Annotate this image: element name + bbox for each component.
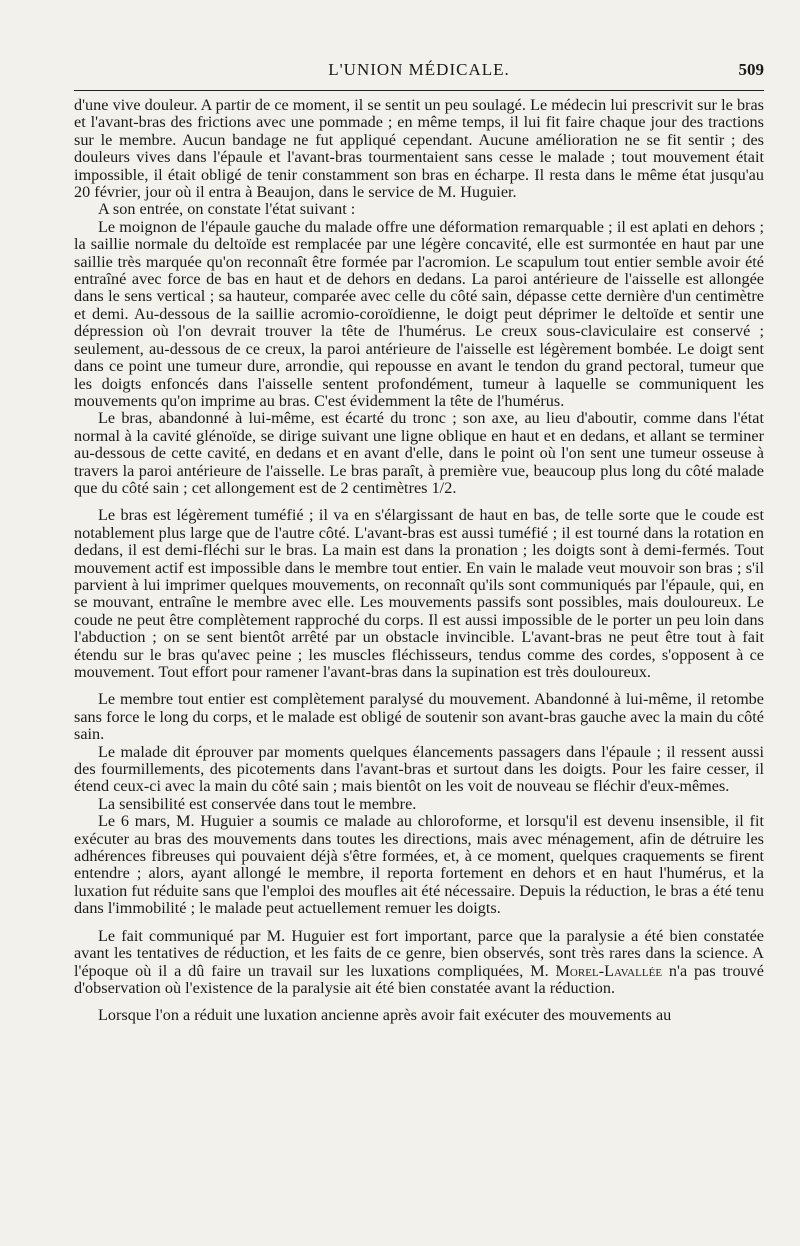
paragraph: Le 6 mars, M. Huguier a soumis ce malade au chloroforme, et lorsqu'il est devenu insensible, il fit exécuter au bras des mouvements dans toutes les directions, mais avec ménagement, afin de détruire les adhérences fibreuses qui pouvaient déjà s'être formées, et, à ce moment, quelques craquements se firent entendre ; alors, ayant allongé le membre, il reporta fortement en dehors et en haut l'humérus, et la luxation fut réduite sans que l'emploi des moufles ait été nécessaire. Depuis la réduction, le bras a été tenu dans l'immobilité ; le malade peut actuellement remuer les doigts.	[74, 812, 764, 918]
paragraph: A son entrée, on constate l'état suivant :	[98, 200, 356, 219]
paragraph: Le malade dit éprouver par moments quelques élancements passagers dans l'épaule ; il ressent aussi des fourmillements, des picotements dans l'avant-bras et surtout dans les doigts. Pour les faire cesser, il étend ceux-ci avec la main du côté sain ; mais bientôt on les voit de nouveau se fléchir d'eux-mêmes.	[74, 742, 764, 796]
body-text	[74, 97, 764, 1025]
paragraph: Le membre tout entier est complètement paralysé du mouvement. Abandonné à lui-même, il retombe sans force le long du corps, et le malade est obligé de soutenir son avant-bras gauche avec la main du côté sain.	[74, 690, 764, 744]
paragraph: Le moignon de l'épaule gauche du malade offre une déformation remarquable ; il est aplati en dehors ; la saillie normale du deltoïde est remplacée par une légère concavité, elle est surmontée en haut par une saillie très marquée qu'on reconnaît être formée par l'acromion. Le scapulum tout entier semble avoir été entraîné avec force de bas en haut et de dehors en dedans. La paroi antérieure de l'aisselle est allongée dans le sens vertical ; sa hauteur, comparée avec celle du côté sain, dépasse cette dernière d'un centimètre et demi. Au-dessous de la saillie acromio-coroïdienne, le doigt peut déprimer le deltoïde et sentir une dépression où l'on devrait trouver la tête de l'humérus. Le creux sous-claviculaire est conservé ; seulement, au-dessous de ce creux, la paroi antérieure de l'aisselle est légèrement bombée. Le doigt sent dans ce point une tumeur dure, arrondie, qui repousse en avant le tendon du grand pectoral, tumeur que les doigts enfoncés dans l'aisselle sentent profondément, tumeur à laquelle se communiquent les mouvements qu'on imprime au bras. C'est évidemment la tête de l'humérus.	[74, 217, 764, 410]
paragraph-text: Le fait communiqué par M. Huguier est fort important, parce que la paralysie a été bien constatée avant les tentatives de réduction, et les faits de ce genre, bien observés, sont très rares dans la science. A l'époque où il a dû faire un travail sur les luxations compliquées,	[74, 926, 764, 980]
paragraph	[74, 928, 764, 998]
running-head	[74, 54, 764, 84]
paragraph: d'une vive douleur. A partir de ce moment, il se sentit un peu soulagé. Le médecin lui prescrivit sur le bras et l'avant-bras des frictions avec une pommade ; en même temps, il lui fit faire chaque jour des tractions sur le membre. Aucun bandage ne fut appliqué cependant. Aucune amélioration ne se fit sentir ; des douleurs vives dans l'épaule et l'avant-bras tourmentaient sans cesse le malade ; tout mouvement était impossible, il était obligé de tenir constamment son bras en écharpe. Il resta dans le même état jusqu'au 20 février, jour où il entra à Beaujon, dans le service de M. Huguier.	[74, 96, 764, 202]
page-number: 509	[738, 60, 764, 79]
paragraph: La sensibilité est conservée dans tout le membre.	[98, 794, 417, 813]
paragraph: Lorsque l'on a réduit une luxation ancienne après avoir fait exécuter des mouvements au	[98, 1006, 672, 1025]
author-name: M. Morel-Lavallée	[530, 961, 663, 980]
paragraph: Le bras est légèrement tuméfié ; il va en s'élargissant de haut en bas, de telle sorte que le coude est notablement plus large que de l'autre côté. L'avant-bras est aussi tuméfié ; il est tourné dans la rotation en dedans, il est demi-fléchi sur le bras. La main est dans la pronation ; les doigts sont à demi-fermés. Tout mouvement actif est impossible dans le membre tout entier. En vain le malade veut mouvoir son bras ; s'il parvient à lui imprimer quelques mouvements, on reconnaît qu'ils sont communiqués par l'épaule, qui, en se mouvant, entraîne le membre avec elle. Les mouvements passifs sont possibles, mais douloureux. Le coude ne peut être complètement rapproché du corps. Il est aussi impossible de le porter un peu loin dans l'abduction ; on se sent bientôt arrêté par un obstacle invincible. L'avant-bras ne peut être tout à fait étendu sur le bras qu'avec peine ; les muscles fléchisseurs, tendus comme des cordes, s'opposent à ce mouvement. Tout effort pour ramener l'avant-bras dans la supination est très douloureux.	[74, 506, 764, 681]
journal-title: L'UNION MÉDICALE.	[328, 60, 510, 79]
paragraph-text: n'a pas trouvé d'observation où l'existence de la paralysie ait été bien constatée avant la réduction.	[74, 961, 764, 997]
header-rule	[74, 90, 764, 91]
paragraph: Le bras, abandonné à lui-même, est écarté du tronc ; son axe, au lieu d'aboutir, comme dans l'état normal à la cavité glénoïde, se dirige suivant une ligne oblique en haut et en dedans, et allant se terminer au-dessous de cette cavité, en dedans et en avant d'elle, dans le point où l'on sent une tumeur osseuse à travers la paroi antérieure de l'aisselle. Le bras paraît, à première vue, beaucoup plus long du côté malade que du côté sain ; cet allongement est de 2 centimètres 1/2.	[74, 409, 764, 497]
